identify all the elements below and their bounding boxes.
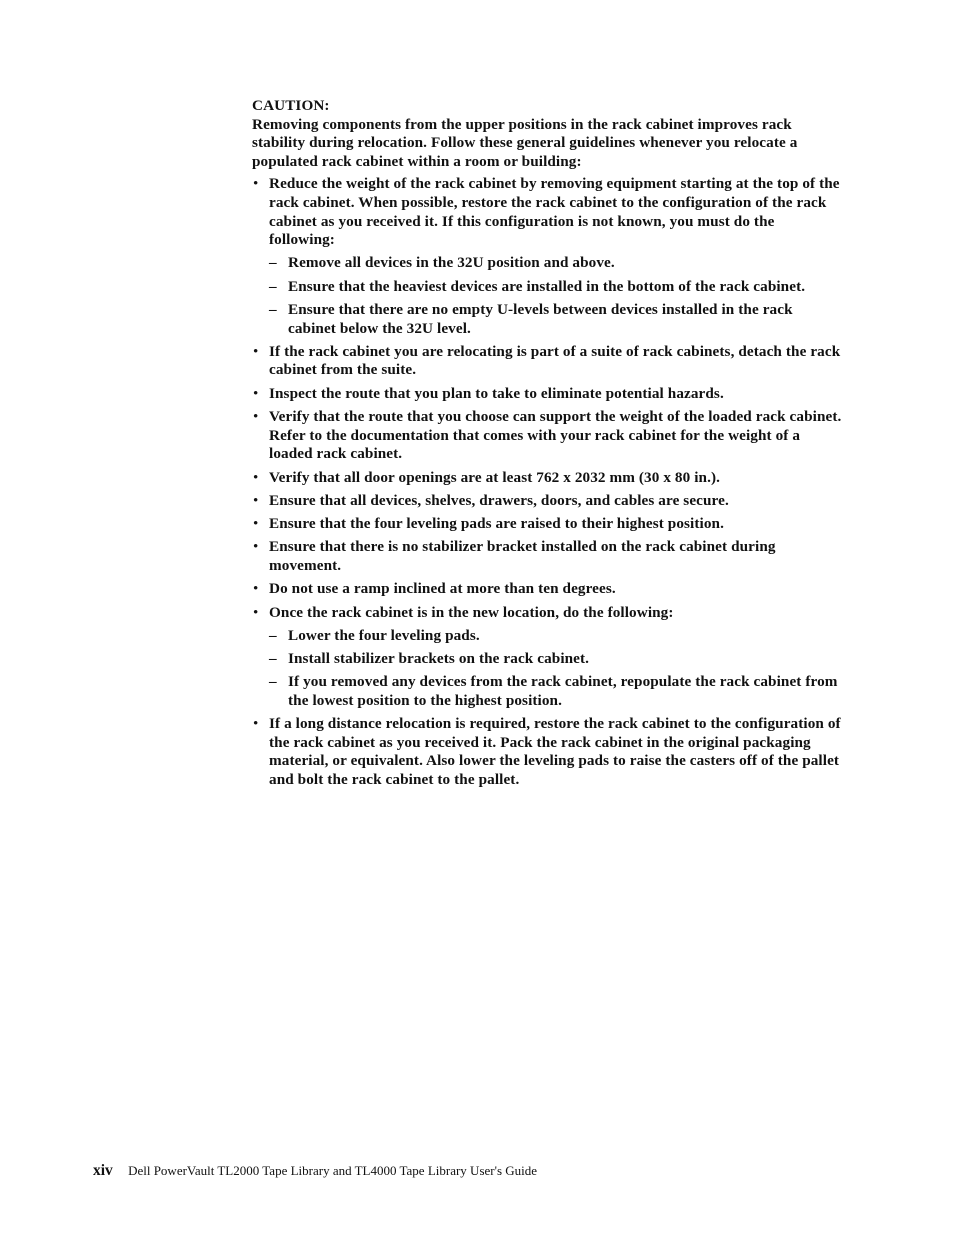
sub-list-item-text: If you removed any devices from the rack cabinet, repopulate the rack cabinet from the lowest position to the highest position. [288, 673, 838, 709]
list-item-text: Reduce the weight of the rack cabinet by removing equipment starting at the top of the rack cabinet. When possible, restore the rack cabinet to the configuration of the rack cabinet as you received it. If this configuration is not known, you must do the following: [269, 175, 840, 249]
list-item-text: If the rack cabinet you are relocating is part of a suite of rack cabinets, detach the rack cabinet from the suite. [269, 342, 841, 379]
list-item [252, 385, 844, 404]
dash-icon: – [269, 626, 277, 644]
list-item [252, 538, 844, 575]
dash-icon: – [269, 277, 277, 295]
list-item [252, 580, 844, 599]
list-item [252, 715, 844, 789]
caution-section [252, 97, 844, 794]
bullet-icon: • [253, 538, 259, 556]
sub-list [269, 254, 844, 338]
list-item-text: Ensure that all devices, shelves, drawers, doors, and cables are secure. [269, 491, 729, 509]
bullet-icon: • [253, 515, 259, 533]
dash-icon: – [269, 673, 277, 691]
page-number: xiv [93, 1162, 113, 1179]
document-title: Dell PowerVault TL2000 Tape Library and TL4000 Tape Library User's Guide [128, 1163, 538, 1178]
list-item-text: Ensure that there is no stabilizer bracket installed on the rack cabinet during movement. [269, 538, 776, 574]
list-item [252, 469, 844, 488]
sub-list-item-text: Lower the four leveling pads. [288, 626, 480, 644]
caution-intro: Removing components from the upper positions in the rack cabinet improves rack stability during relocation. Follow these general guidelines whenever you relocate a populated rack cabinet within a room or building: [252, 115, 798, 170]
bullet-icon: • [253, 384, 259, 402]
sub-list-item-text: Ensure that there are no empty U-levels between devices installed in the rack cabinet below the 32U level. [288, 301, 793, 337]
bullet-icon: • [253, 580, 259, 598]
sub-list-item-text: Remove all devices in the 32U position and above. [288, 254, 615, 272]
list-item-text: Once the rack cabinet is in the new location, do the following: [269, 603, 674, 621]
sub-list [269, 627, 844, 711]
list-item [252, 515, 844, 534]
bullet-icon: • [253, 468, 259, 486]
list-item-text: Do not use a ramp inclined at more than ten degrees. [269, 580, 616, 598]
bullet-icon: • [253, 603, 259, 621]
page-footer [93, 1162, 537, 1180]
dash-icon: – [269, 650, 277, 668]
list-item-text: Verify that all door openings are at least 762 x 2032 mm (30 x 80 in.). [269, 468, 721, 486]
list-item [252, 492, 844, 511]
bullet-icon: • [253, 408, 259, 426]
guideline-list [252, 175, 844, 789]
list-item [252, 408, 844, 464]
bullet-icon: • [253, 175, 259, 193]
bullet-icon: • [253, 715, 259, 733]
caution-title: CAUTION: [252, 97, 330, 114]
sub-list-item [269, 650, 844, 669]
sub-list-item [269, 254, 844, 273]
sub-list-item [269, 301, 844, 338]
sub-list-item-text: Ensure that the heaviest devices are installed in the bottom of the rack cabinet. [288, 277, 806, 295]
bullet-icon: • [253, 342, 259, 360]
sub-list-item [269, 278, 844, 297]
list-item [252, 343, 844, 380]
bullet-icon: • [253, 491, 259, 509]
list-item [252, 175, 844, 338]
sub-list-item-text: Install stabilizer brackets on the rack cabinet. [288, 650, 590, 668]
sub-list-item [269, 673, 844, 710]
list-item [252, 604, 844, 711]
dash-icon: – [269, 254, 277, 272]
list-item-text: If a long distance relocation is required, restore the rack cabinet to the configuration of the rack cabinet as you received it. Pack the rack cabinet in the original packaging material, or equivalent. Also lower the leveling pads to raise the casters off of the pallet and bolt the rack cabinet to the pallet. [269, 715, 841, 788]
dash-icon: – [269, 301, 277, 318]
list-item-text: Ensure that the four leveling pads are raised to their highest position. [269, 515, 724, 533]
list-item-text: Inspect the route that you plan to take to eliminate potential hazards. [269, 384, 724, 402]
sub-list-item [269, 627, 844, 646]
list-item-text: Verify that the route that you choose can support the weight of the loaded rack cabinet. Refer to the documentation that comes with your rack cabinet for the weight of a loaded rack cabinet. [269, 408, 842, 463]
